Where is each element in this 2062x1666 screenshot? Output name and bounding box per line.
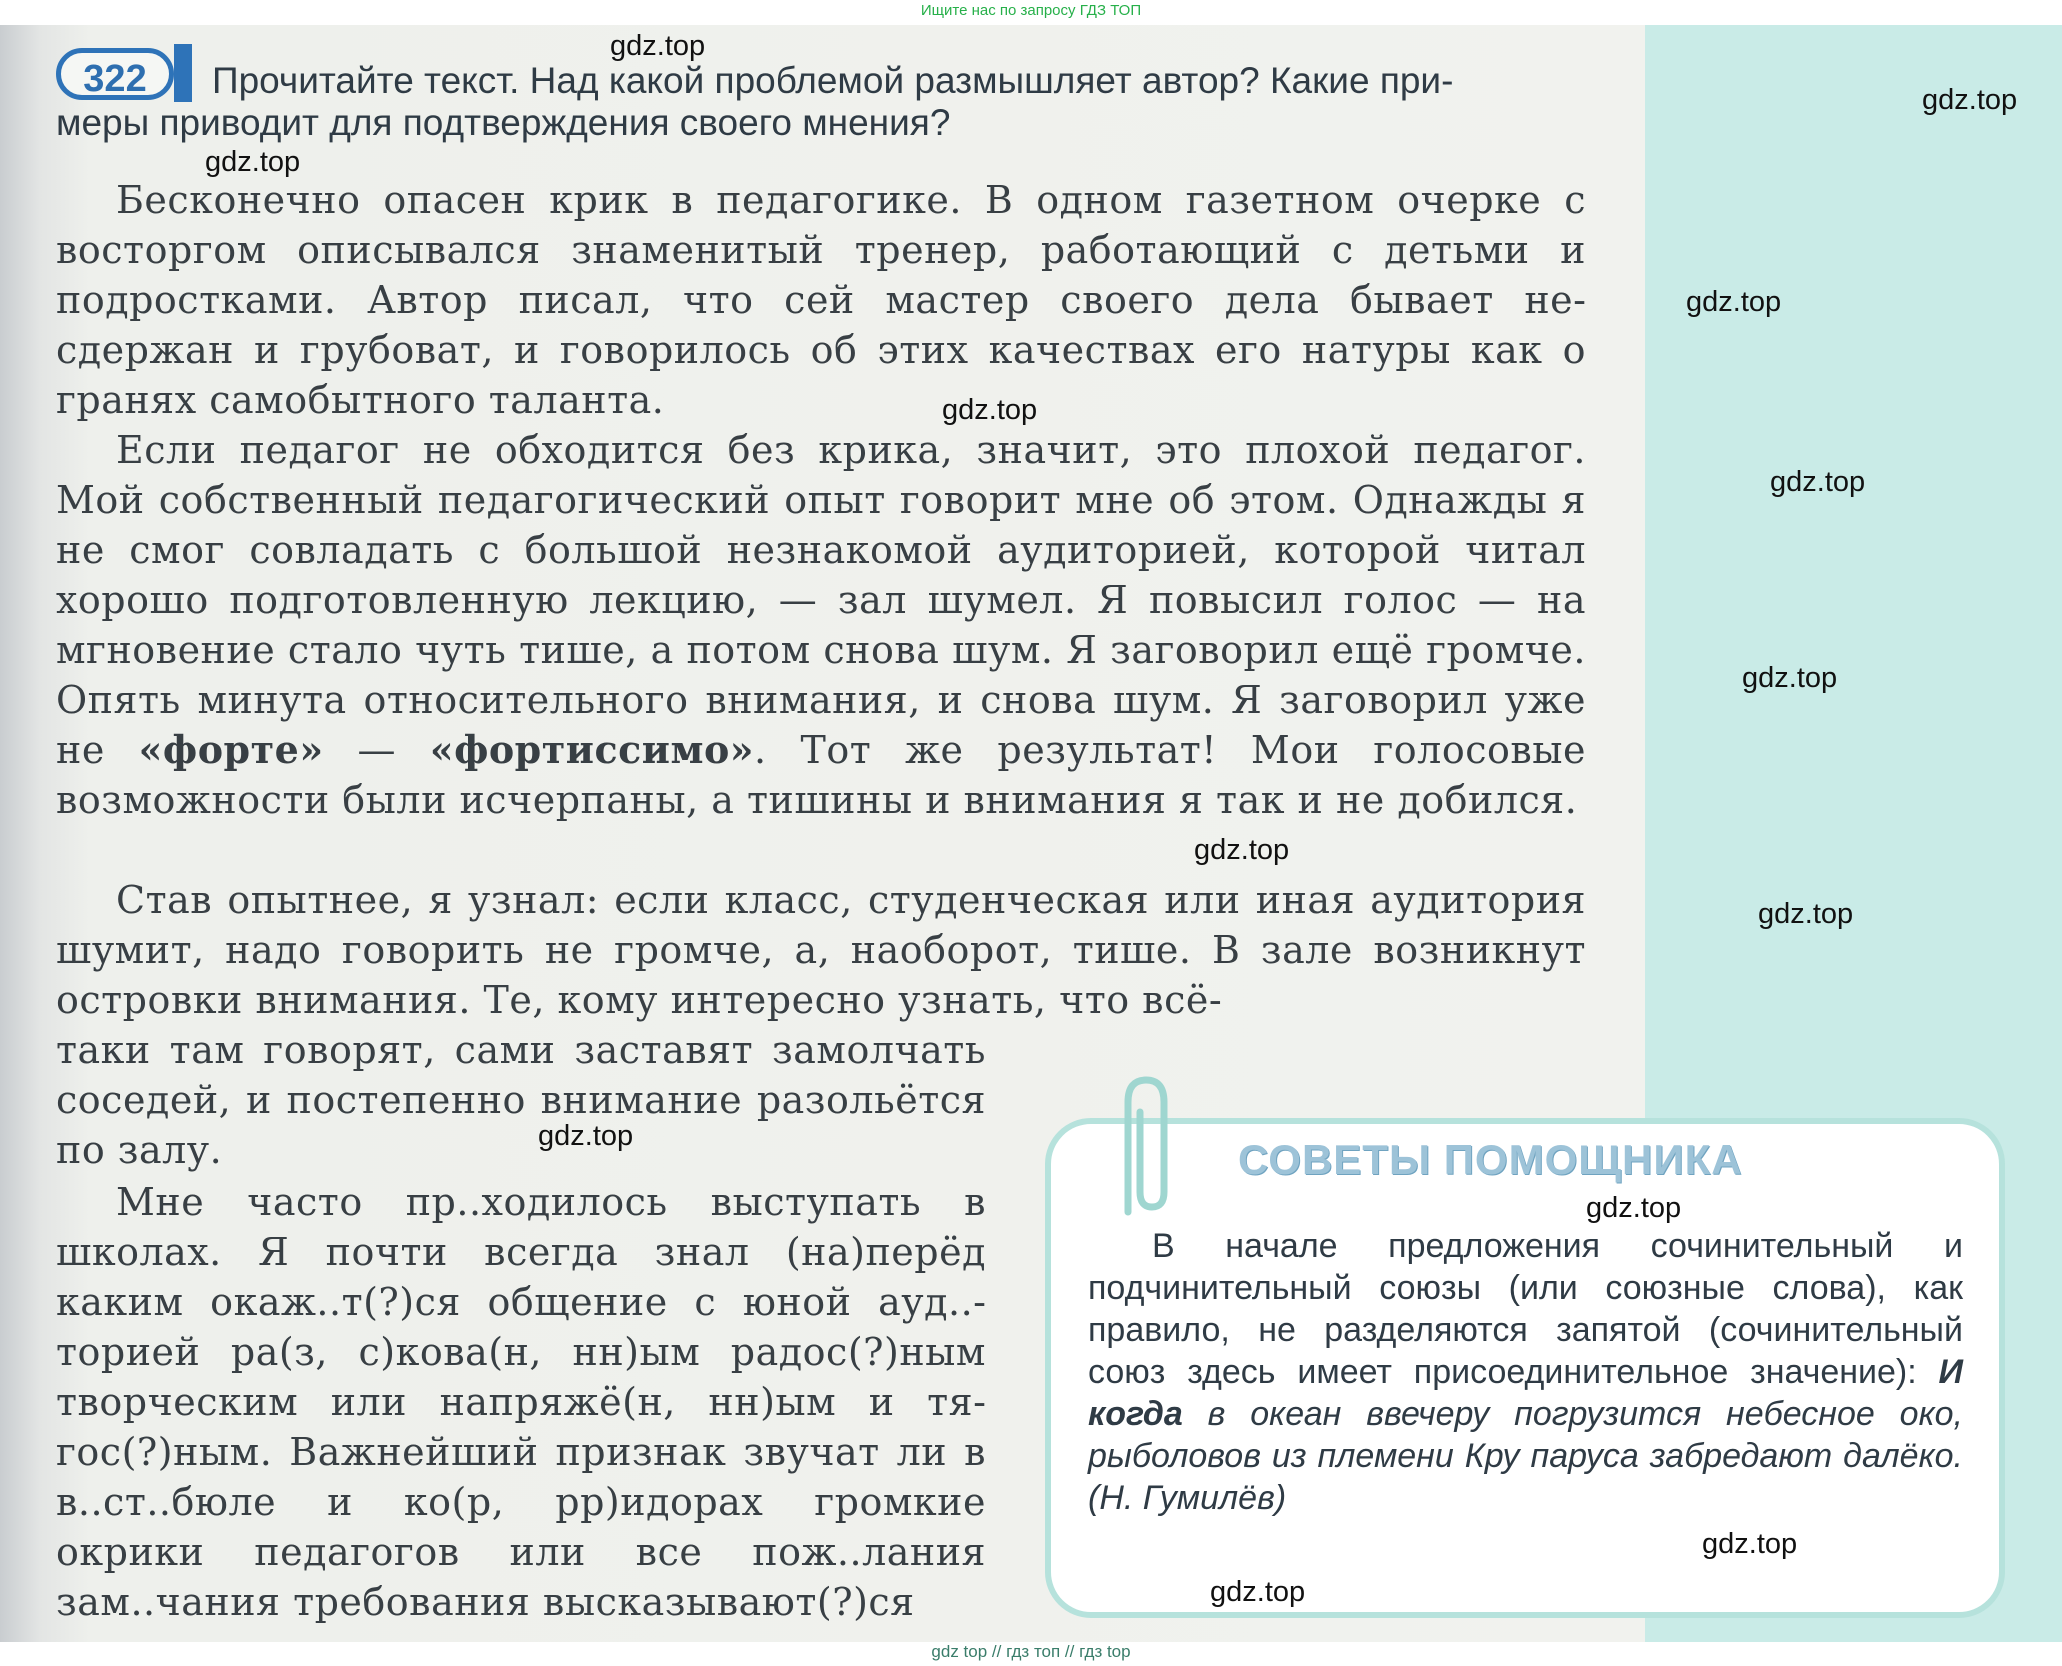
- watermark: gdz.top: [1210, 1576, 1306, 1608]
- tip-example-bold: И когда: [1088, 1353, 1963, 1433]
- paragraph-3-part-b: таки там говорят, сами заставят замолчать соседей, и постепенно внимание разольётся по залу.: [56, 1028, 986, 1172]
- tip-text: [1088, 1225, 1963, 1519]
- top-banner: Ищите нас по запросу ГДЗ ТОП: [920, 2, 1142, 19]
- watermark: gdz.top: [538, 1120, 634, 1152]
- task-line-1: Прочитайте текст. Над какой проблемой размышляет автор? Какие при-: [212, 60, 1454, 101]
- paragraph-4-exercise: Мне часто пр..ходилось выступать в школах. Я почти всегда знал (на)перёд каким окаж..т(?)ся общение с юной ауд..торией ра(з, с)кова(н, нн)ым радос(?)ным творческим или напряжё(н, нн)ым и тягос(?)ным. Важнейший признак звучат ли в в..ст..бюле и ко(р, рр)идорах громкие окрики педагогов или все пож..лания зам..чания требования высказывают(?)ся: [56, 1180, 986, 1624]
- watermark: gdz.top: [1770, 466, 1866, 498]
- term-fortissimo: «фортиссимо»: [429, 727, 755, 772]
- paragraph-2-part-a: Если педагог не обходится без крика, значит, это плохой педагог. Мой собственный педагогический опыт говорит мне об этом. Однажды я не смог совладать с большой незнакомой аудиторией, которой читал хорошо подготовленную лекцию, — зал шумел. Я повысил голос — на мгновение стало чуть тише, а потом снова шум. Я заговорил ещё громче. Опять минута относительного внимания, и снова шум. Я заговорил уже не: [56, 428, 1586, 772]
- paragraph-2: [56, 425, 1586, 825]
- task-line-2: меры приводит для подтверждения своего мнения?: [56, 102, 951, 143]
- watermark: gdz.top: [1686, 286, 1782, 318]
- paragraph-2-part-b: . Тот же результат! Мои голосовые возможности были исчерпаны, а тишины и внимания я так и не добился.: [56, 728, 1586, 822]
- watermark: gdz.top: [205, 146, 301, 178]
- watermark: gdz.top: [1702, 1528, 1798, 1560]
- bottom-banner: gdz top // гдз топ // гдз top: [931, 1642, 1131, 1661]
- tip-title: СОВЕТЫ ПОМОЩНИКА: [1238, 1136, 1743, 1183]
- watermark: gdz.top: [1742, 662, 1838, 694]
- watermark: gdz.top: [1922, 84, 2018, 116]
- term-dash: —: [323, 728, 430, 772]
- paragraph-1: Бесконечно опасен крик в педагогике. В одном газетном очерке с восторгом описывался знаменитый тренер, работающий с детьми и подростками. Автор писал, что сей мастер своего дела бывает несдержан и грубоват, и говорилось об этих качествах его натуры как о гранях самобытного таланта.: [56, 178, 1586, 422]
- watermark: gdz.top: [1586, 1192, 1682, 1224]
- watermark: gdz.top: [1758, 898, 1854, 930]
- paragraph-3-part-a: Став опытнее, я узнал: если класс, студенческая или иная аудитория шумит, надо говорить не громче, а, наоборот, тише. В зале возникнут островки внимания. Те, кому интересно узнать, что всё-: [56, 878, 1586, 1022]
- watermark: gdz.top: [1194, 834, 1290, 866]
- tip-example-italic: в океан ввечеру погрузится небесное око, рыболовов из племени Кру паруса забредают далёко. (Н. Гумилёв): [1088, 1395, 1963, 1517]
- tip-text-part-a: В начале предложения сочинительный и подчинительный союзы (или союзные слова), как правило, не разделяются запятой (сочинительный союз здесь имеет присоединительное значение):: [1088, 1227, 1963, 1391]
- watermark: gdz.top: [942, 394, 1038, 426]
- term-forte: «форте»: [138, 727, 324, 772]
- task-instruction: [56, 60, 1586, 144]
- exercise-number-badge: 322: [56, 48, 174, 100]
- watermark: gdz.top: [610, 30, 706, 62]
- paperclip-icon: [1108, 1072, 1178, 1222]
